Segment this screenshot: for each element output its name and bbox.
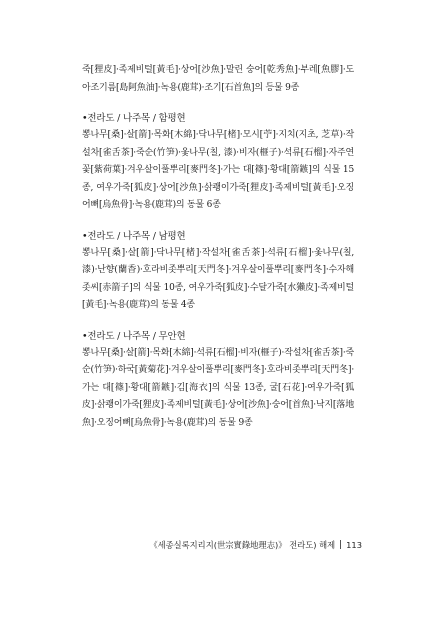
page-number: 113 (346, 540, 362, 550)
section-heading: •전라도 / 나주목 / 함평현 (82, 113, 186, 124)
intro-paragraph: 죽[狸皮]·족제비털[黃毛]·상어[沙魚]·말린 숭어[乾秀魚]·부레[魚膠]·도아조기름[島阿魚油]·녹용(鹿茸)·조기[石首魚]의 등물 9종 (82, 65, 354, 93)
section-body: 뽕나무[桑]·살[箭]·목화[木綿]·석류[石榴]·비자(榧子)·작설차[雀舌茶]·죽순(竹笋)·하국[黃菊花]·겨우살이풀뿌리[麥門冬]·호라비좃뿌리[天門冬]·가는 대[篠]·황대[箭鏃]·김[海衣]의 식물 13종, 굴[石花]·여우가죽[狐皮]·삵쾡이가죽[狸皮]·족제비털[黃毛]·상어[沙魚]·숭어[首魚]·낙지[落地魚]·오징어뼈[烏魚骨]·녹용(鹿茸)의 동물 9종 (82, 347, 354, 428)
section-muan (82, 328, 354, 433)
section-body: 뽕나무[桑]·살[箭]·닥나무[楮]·작설차[雀舌茶]·석류[石榴]·옻나무(칠, 漆)·난향(蘭香)·호라비좃뿌리[天門冬]·겨우살이풀뿌리[麥門冬]·수자해좃씨[赤箭子]의 식물 10종, 여우가죽[狐皮]·수달가죽[水獺皮]·족제비털[黃毛]·녹용(鹿茸)의 동물 4종 (82, 247, 354, 310)
running-title: 《세종실록지리지(世宗實錄地理志)》 전라도) 해제 (149, 540, 336, 550)
page-footer (149, 539, 362, 551)
section-hampyeong (82, 110, 354, 215)
section-heading: •전라도 / 나주목 / 남평현 (82, 230, 186, 242)
footer-separator (340, 540, 341, 549)
section-heading: •전라도 / 나주목 / 무안현 (82, 330, 186, 342)
page-content (82, 62, 354, 432)
section-body: 뽕나무[桑]·살[箭]·목화[木綿]·닥나무[楮]·모시[苧]·지치(지초, 芝草)·작설차[雀舌茶]·죽순(竹笋)·옻나무(칠, 漆)·비자(榧子)·석류[石榴]·자주연꽃[紫荷葉]·겨우살이풀뿌리[麥門冬]·가는 대[篠]·황대[箭鏃]의 식물 15종, 여우가죽[狐皮]·상어[沙魚]·삵쾡이가죽[狸皮]·족제비털[黃毛]·오징어뼈[烏魚骨]·녹용(鹿茸)의 동물 6종 (82, 130, 354, 210)
section-nampyeong (82, 228, 354, 315)
